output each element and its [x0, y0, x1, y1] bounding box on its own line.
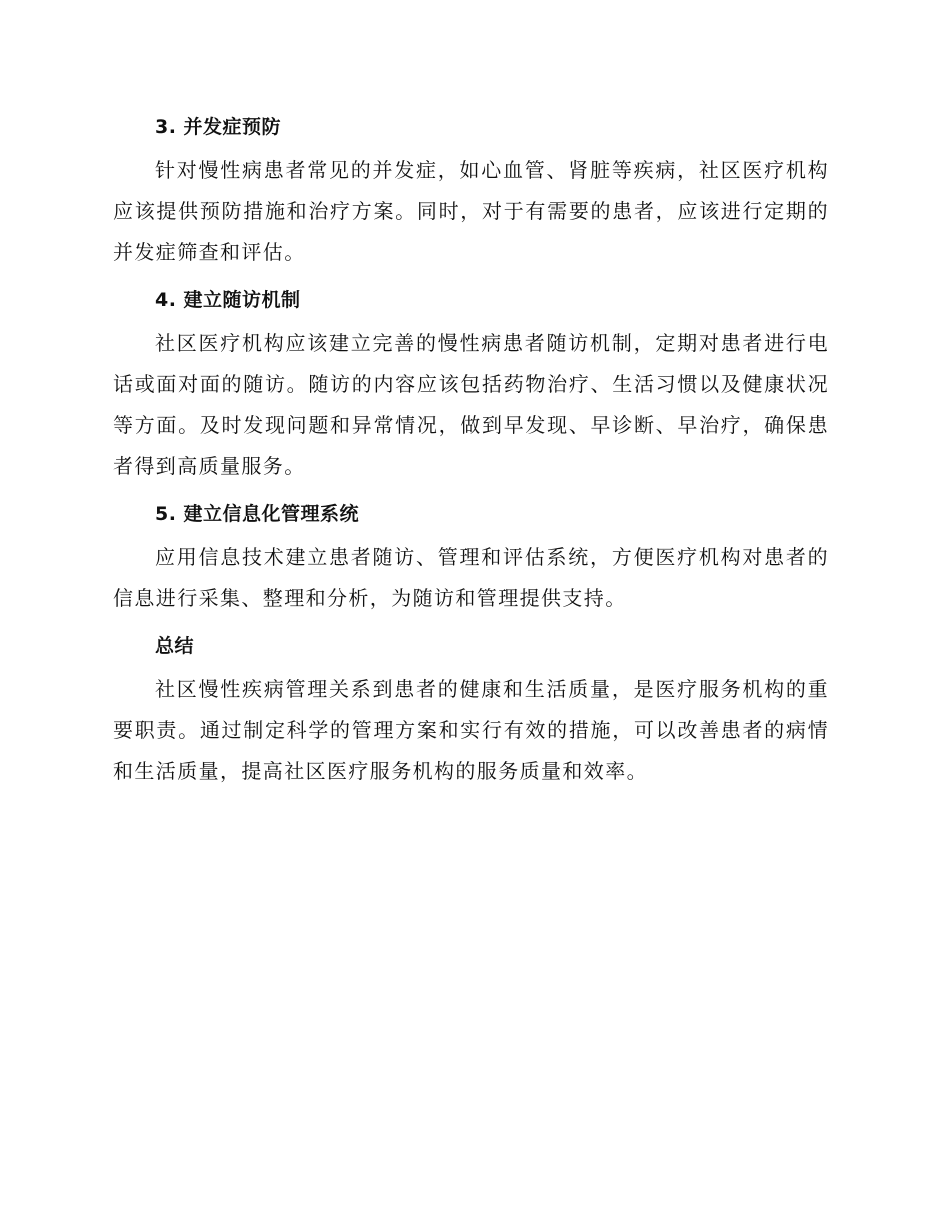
section-follow-up-mechanism [113, 281, 829, 487]
document-content [113, 108, 829, 800]
section-heading: 3. 并发症预防 [155, 116, 282, 138]
section-information-system [113, 495, 829, 619]
section-paragraph: 社区医疗机构应该建立完善的慢性病患者随访机制，定期对患者进行电话或面对面的随访。随访的内容应该包括药物治疗、生活习惯以及健康状况等方面。及时发现问题和异常情况，做到早发现、早诊断、早治疗，确保患者得到高质量服务。 [113, 331, 829, 478]
section-summary [113, 627, 829, 792]
section-heading: 5. 建立信息化管理系统 [155, 503, 360, 525]
section-paragraph: 针对慢性病患者常见的并发症，如心血管、肾脏等疾病，社区医疗机构应该提供预防措施和治疗方案。同时，对于有需要的患者，应该进行定期的并发症筛查和评估。 [113, 158, 829, 264]
section-complication-prevention [113, 108, 829, 273]
section-heading: 4. 建立随访机制 [155, 289, 301, 311]
section-heading: 总结 [155, 635, 195, 657]
section-paragraph: 社区慢性疾病管理关系到患者的健康和生活质量，是医疗服务机构的重要职责。通过制定科学的管理方案和实行有效的措施，可以改善患者的病情和生活质量，提高社区医疗服务机构的服务质量和效率。 [113, 677, 829, 783]
section-paragraph: 应用信息技术建立患者随访、管理和评估系统，方便医疗机构对患者的信息进行采集、整理和分析，为随访和管理提供支持。 [113, 545, 829, 610]
